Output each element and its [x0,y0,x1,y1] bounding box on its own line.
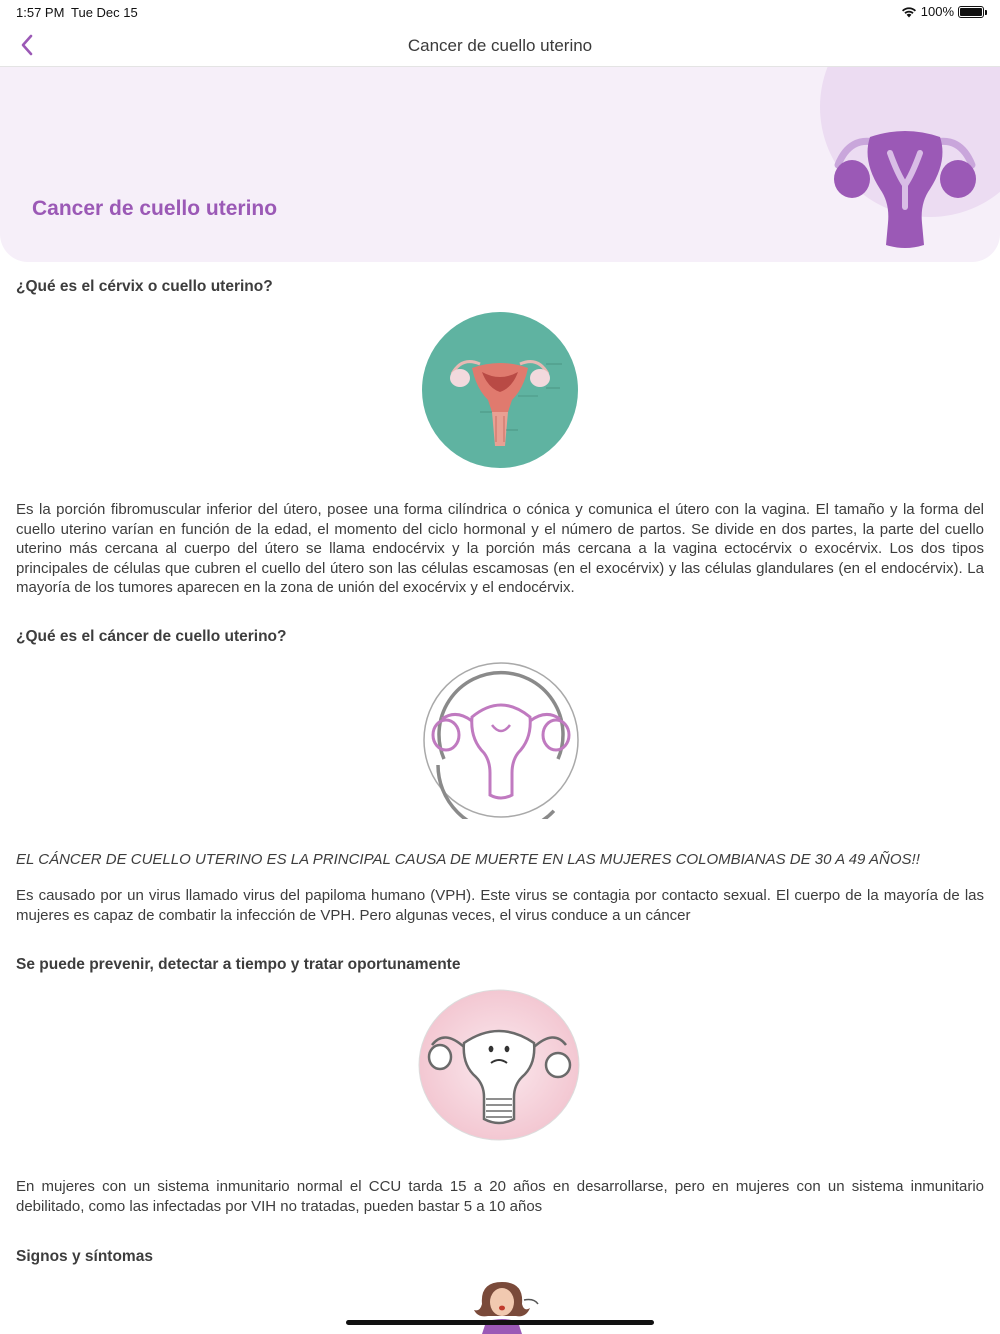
nav-title: Cancer de cuello uterino [407,36,593,55]
status-time: 1:57 PM [16,5,65,20]
status-right [901,4,984,19]
anatomical-uterus-illustration [422,312,578,468]
sad-uterus-illustration [418,989,580,1141]
uterus-icon [830,127,980,252]
hero-banner [0,67,1000,262]
uterus-outline-illustration [422,661,580,819]
battery-icon [958,6,984,18]
section-heading-symptoms: Signos y síntomas [16,1248,153,1265]
section-heading-prevention: Se puede prevenir, detectar a tiempo y tratar oportunamente [16,956,461,973]
battery-percent: 100% [920,4,954,19]
wifi-icon [901,6,917,18]
woman-illustration [468,1278,540,1334]
section-text-cancer: Es causado por un virus llamado virus del papiloma humano (VPH). Este virus se contagia por contacto sexual. El cuerpo de la mayoría de las mujeres es capaz de combatir la infección de VPH. Pero algunas veces, el virus conduce a un cáncer [16,887,984,924]
section-text-prevention: En mujeres con un sistema inmunitario normal el CCU tarda 15 a 20 años en desarrollarse, pero en mujeres con un sistema inmunitario debilitado, como las infectadas por VIH no tratadas, pueden bastar 5 a 10 años [16,1178,984,1215]
status-date: Tue Dec 15 [71,5,138,20]
section-heading-cervix: ¿Qué es el cérvix o cuello uterino? [16,278,273,295]
highlight-text-cancer: EL CÁNCER DE CUELLO UTERINO ES LA PRINCIPAL CAUSA DE MUERTE EN LAS MUJERES COLOMBIANAS DE 30 A 49 AÑOS!! [16,851,920,868]
hero-title: Cancer de cuello uterino [32,197,278,220]
status-bar [0,0,1000,24]
home-indicator[interactable] [346,1320,654,1325]
section-text-cervix: Es la porción fibromuscular inferior del útero, posee una forma cilíndrica o cónica y comunica el útero con la vagina. El tamaño y la forma del cuello uterino varían en función de la edad, el momento del ciclo hormonal y el número de partos. Se divide en dos partes, la parte del cuello uterino más cercana al cuerpo del útero se llama endocérvix y la porción más cercana a la vagina ectocérvix o exocérvix. Los dos tipos principales de células que cubren el cuello del útero son las células escamosas (en el exocérvix) y las células glandulares (en el endocérvix). La mayoría de los tumores aparecen en la zona de unión del exocérvix y el endocérvix. [16,501,984,597]
section-heading-cancer: ¿Qué es el cáncer de cuello uterino? [16,628,287,645]
navigation-bar [0,24,1000,67]
